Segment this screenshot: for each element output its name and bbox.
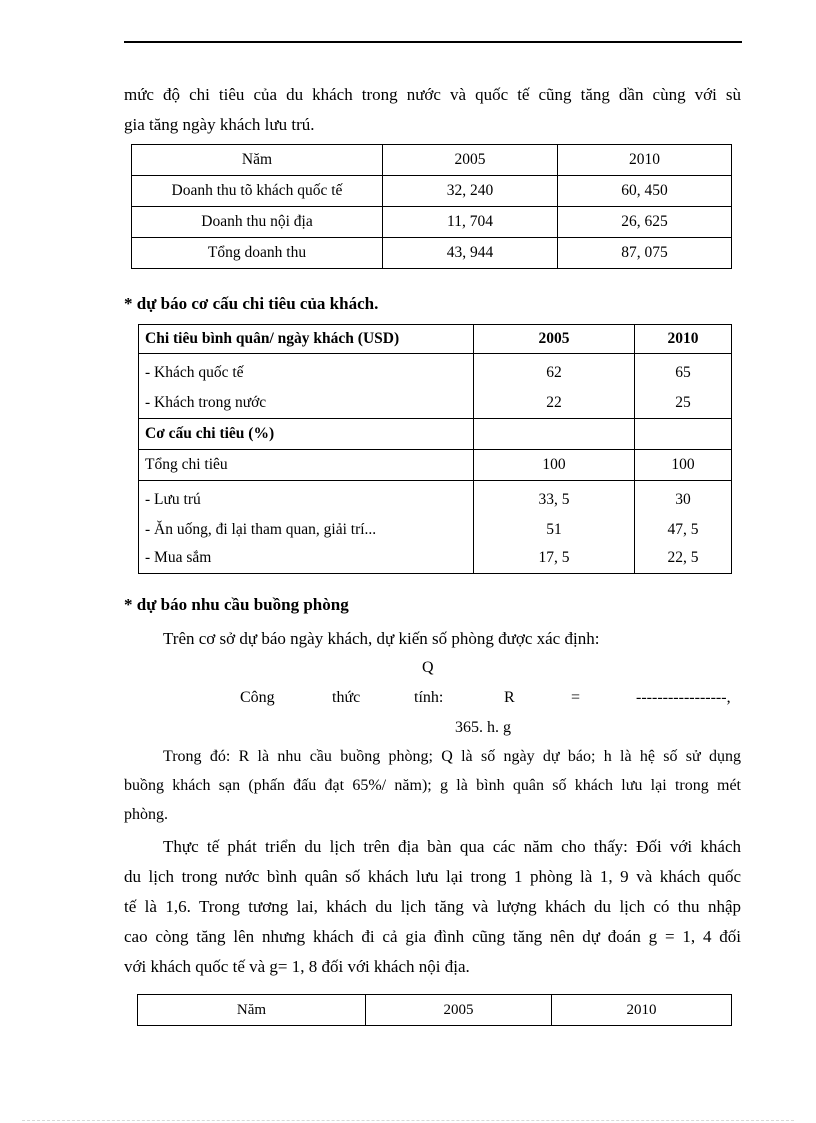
- group-labels: [139, 481, 474, 574]
- where-line-2: buồng khách sạn (phấn đấu đạt 65%/ năm); g là bình quân số khách lưu lại trong mét: [124, 777, 741, 794]
- revenue-table: [131, 144, 732, 269]
- group-values-2010: [635, 481, 732, 574]
- cell-value: 100: [474, 450, 635, 481]
- cell-value: 87, 075: [558, 238, 732, 269]
- header-rule: [124, 41, 742, 43]
- spending-table: [138, 324, 732, 574]
- group-values-2005: [474, 354, 635, 419]
- row-label: - Lưu trú: [145, 491, 201, 508]
- formula-variable: R: [504, 689, 515, 706]
- formula-equals: =: [571, 689, 581, 706]
- row-label: Doanh thu nội địa: [132, 207, 383, 238]
- row-label: - Mua sắm: [145, 549, 212, 566]
- fact-paragraph: [124, 832, 741, 982]
- header-cell: Chi tiêu bình quân/ ngày khách (USD): [139, 325, 474, 354]
- table-row: [139, 450, 732, 481]
- cell-value: 65: [675, 364, 691, 381]
- fact-line-5: với khách quốc tế và g= 1, 8 đối với khách nội địa.: [124, 957, 470, 976]
- cell-value: 47, 5: [667, 521, 699, 538]
- table-row: [139, 481, 732, 574]
- spending-heading: * dự báo cơ cấu chi tiêu của khách.: [124, 294, 379, 313]
- page-bottom-rule: [22, 1120, 794, 1121]
- fact-line-2: du lịch trong nước bình quân số khách lưu lại trong 1 phòng là 1, 9 và khách quốc: [124, 867, 741, 886]
- formula-word: thức: [332, 689, 361, 706]
- table-row: [132, 176, 732, 207]
- cell-value: 62: [546, 364, 562, 381]
- fact-line-4: cao còng tăng lên nhưng khách đi cả gia đình cũng tăng nên dự đoán g = 1, 4 đối: [124, 927, 741, 946]
- row-label: Tổng doanh thu: [132, 238, 383, 269]
- cell-value: 25: [675, 394, 691, 411]
- empty-cell: [474, 419, 635, 450]
- formula-numerator: Q: [422, 659, 434, 676]
- cell-value: 33, 5: [538, 491, 570, 508]
- fact-line-3: tế là 1,6. Trong tương lai, khách du lịch tăng và lượng khách du lịch có thu nhập: [124, 897, 741, 916]
- rooms-heading: * dự báo nhu cầu buồng phòng: [124, 595, 349, 614]
- table-header-row: [139, 325, 732, 354]
- cell-value: 17, 5: [538, 549, 570, 566]
- group-values-2010: [635, 354, 732, 419]
- table-header-row: [138, 995, 732, 1026]
- header-cell: 2005: [474, 325, 635, 354]
- cell-value: 32, 240: [383, 176, 558, 207]
- table-row: [132, 238, 732, 269]
- formula-word: tính:: [414, 689, 444, 706]
- cell-value: 100: [635, 450, 732, 481]
- row-label: Doanh thu tõ khách quốc tế: [132, 176, 383, 207]
- group-labels: [139, 354, 474, 419]
- row-label: - Khách quốc tế: [145, 364, 244, 381]
- header-cell: 2010: [552, 995, 732, 1026]
- cell-value: 22, 5: [667, 549, 699, 566]
- cell-value: 11, 704: [383, 207, 558, 238]
- header-cell: 2005: [366, 995, 552, 1026]
- row-label: Tổng chi tiêu: [139, 450, 474, 481]
- empty-cell: [635, 419, 732, 450]
- intro-line-1: mức độ chi tiêu của du khách trong nước và quốc tế cũng tăng dần cùng với sù: [124, 85, 741, 104]
- cell-value: 43, 944: [383, 238, 558, 269]
- cell-value: 26, 625: [558, 207, 732, 238]
- cell-value: 60, 450: [558, 176, 732, 207]
- cell-value: 51: [546, 521, 562, 538]
- group-values-2005: [474, 481, 635, 574]
- formula-word: Công: [240, 689, 275, 706]
- row-label: - Ăn uống, đi lại tham quan, giải trí...: [145, 521, 377, 538]
- table-row: [139, 419, 732, 450]
- formula-denominator: 365. h. g: [455, 719, 511, 736]
- cell-value: 30: [675, 491, 691, 508]
- header-cell: Năm: [138, 995, 366, 1026]
- intro-paragraph: [124, 80, 741, 140]
- fact-line-1: Thực tế phát triển du lịch trên địa bàn qua các năm cho thấy: Đối với khách: [163, 837, 741, 856]
- intro-line-2: gia tăng ngày khách lưu trú.: [124, 115, 315, 134]
- where-paragraph: [124, 742, 741, 829]
- header-cell: 2010: [558, 145, 732, 176]
- formula-fraction-bar: -----------------,: [636, 689, 731, 706]
- table-row: [132, 207, 732, 238]
- year-table: [137, 994, 732, 1026]
- basis-paragraph: [163, 624, 741, 654]
- where-line-1: Trong đó: R là nhu cầu buồng phòng; Q là số ngày dự báo; h là hệ số sử dụng: [163, 748, 741, 765]
- section-label: Cơ cấu chi tiêu (%): [139, 419, 474, 450]
- header-cell: 2010: [635, 325, 732, 354]
- row-label: - Khách trong nước: [145, 394, 267, 411]
- where-line-3: phòng.: [124, 806, 168, 823]
- table-header-row: [132, 145, 732, 176]
- header-cell: Năm: [132, 145, 383, 176]
- table-row: [139, 354, 732, 419]
- header-cell: 2005: [383, 145, 558, 176]
- basis-line: Trên cơ sở dự báo ngày khách, dự kiến số phòng được xác định:: [163, 629, 600, 648]
- cell-value: 22: [546, 394, 562, 411]
